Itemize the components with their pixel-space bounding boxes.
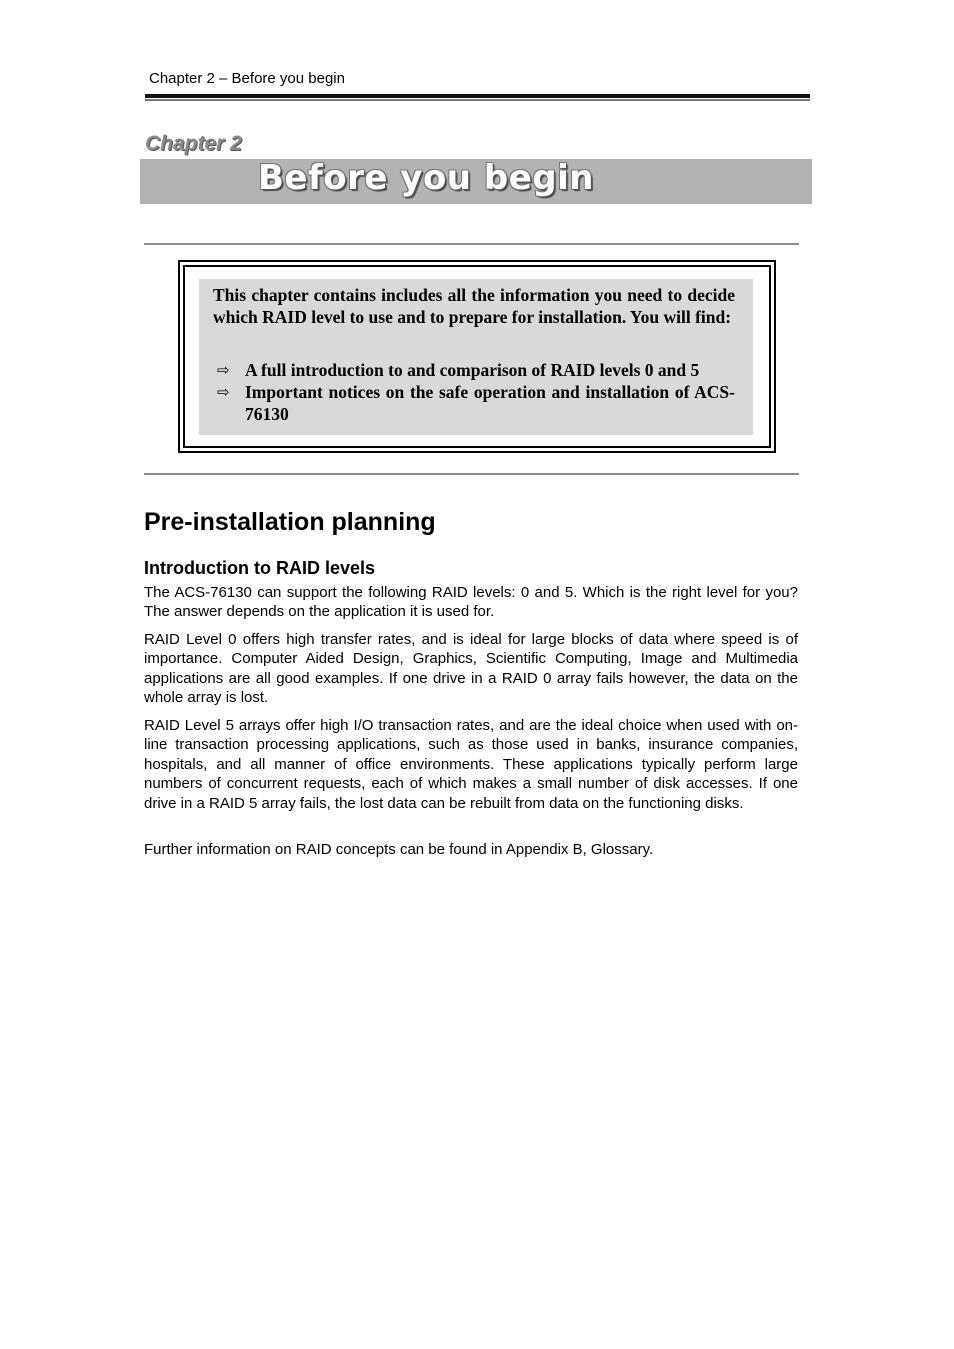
- subsection-heading: Introduction to RAID levels: [144, 558, 376, 578]
- section-heading: Pre-installation planning: [144, 508, 436, 536]
- arrow-bullet-icon: ⇨: [217, 361, 230, 379]
- header-rule-shadow: [145, 99, 810, 101]
- chapter-label: Chapter 2: [145, 132, 242, 155]
- chapter-title: Before you begin: [258, 158, 594, 198]
- separator-rule-top: [144, 243, 799, 245]
- body-paragraph: RAID Level 0 offers high transfer rates, and is ideal for large blocks of data where speed is of importance. Computer Aided Design, Graphics, Scientific Computing, Image and Multimedia applications are all good examples. If one drive in a RAID 0 array fails however, the data on the whole array is lost.: [144, 631, 798, 707]
- list-item-text: Important notices on the safe operation and installation of ACS-76130: [245, 382, 735, 424]
- arrow-bullet-icon: ⇨: [217, 383, 230, 401]
- chapter-summary-intro: This chapter contains includes all the information you need to decide which RAID level to use and to prepare for installation. You will find:: [213, 285, 735, 327]
- chapter-summary-list: [213, 359, 735, 425]
- body-paragraph: The ACS-76130 can support the following RAID levels: 0 and 5. Which is the right level for you? The answer depends on the application it is used for.: [144, 584, 798, 621]
- body-paragraph: RAID Level 5 arrays offer high I/O transaction rates, and are the ideal choice when used with on-line transaction processing applications, such as those used in banks, insurance companies, hospitals, and all manner of office environments. These applications typically perform large numbers of concurrent requests, each of which makes a small number of disk accesses. If one drive in a RAID 5 array fails, the lost data can be rebuilt from data on the functioning disks.: [144, 717, 798, 812]
- list-item: [213, 381, 735, 425]
- header-rule: [145, 94, 810, 98]
- running-header: Chapter 2 – Before you begin: [149, 70, 345, 87]
- list-item: [213, 359, 735, 381]
- body-paragraph: Further information on RAID concepts can be found in Appendix B, Glossary.: [144, 841, 654, 858]
- list-item-text: A full introduction to and comparison of RAID levels 0 and 5: [245, 360, 700, 380]
- separator-rule-bottom: [144, 473, 799, 475]
